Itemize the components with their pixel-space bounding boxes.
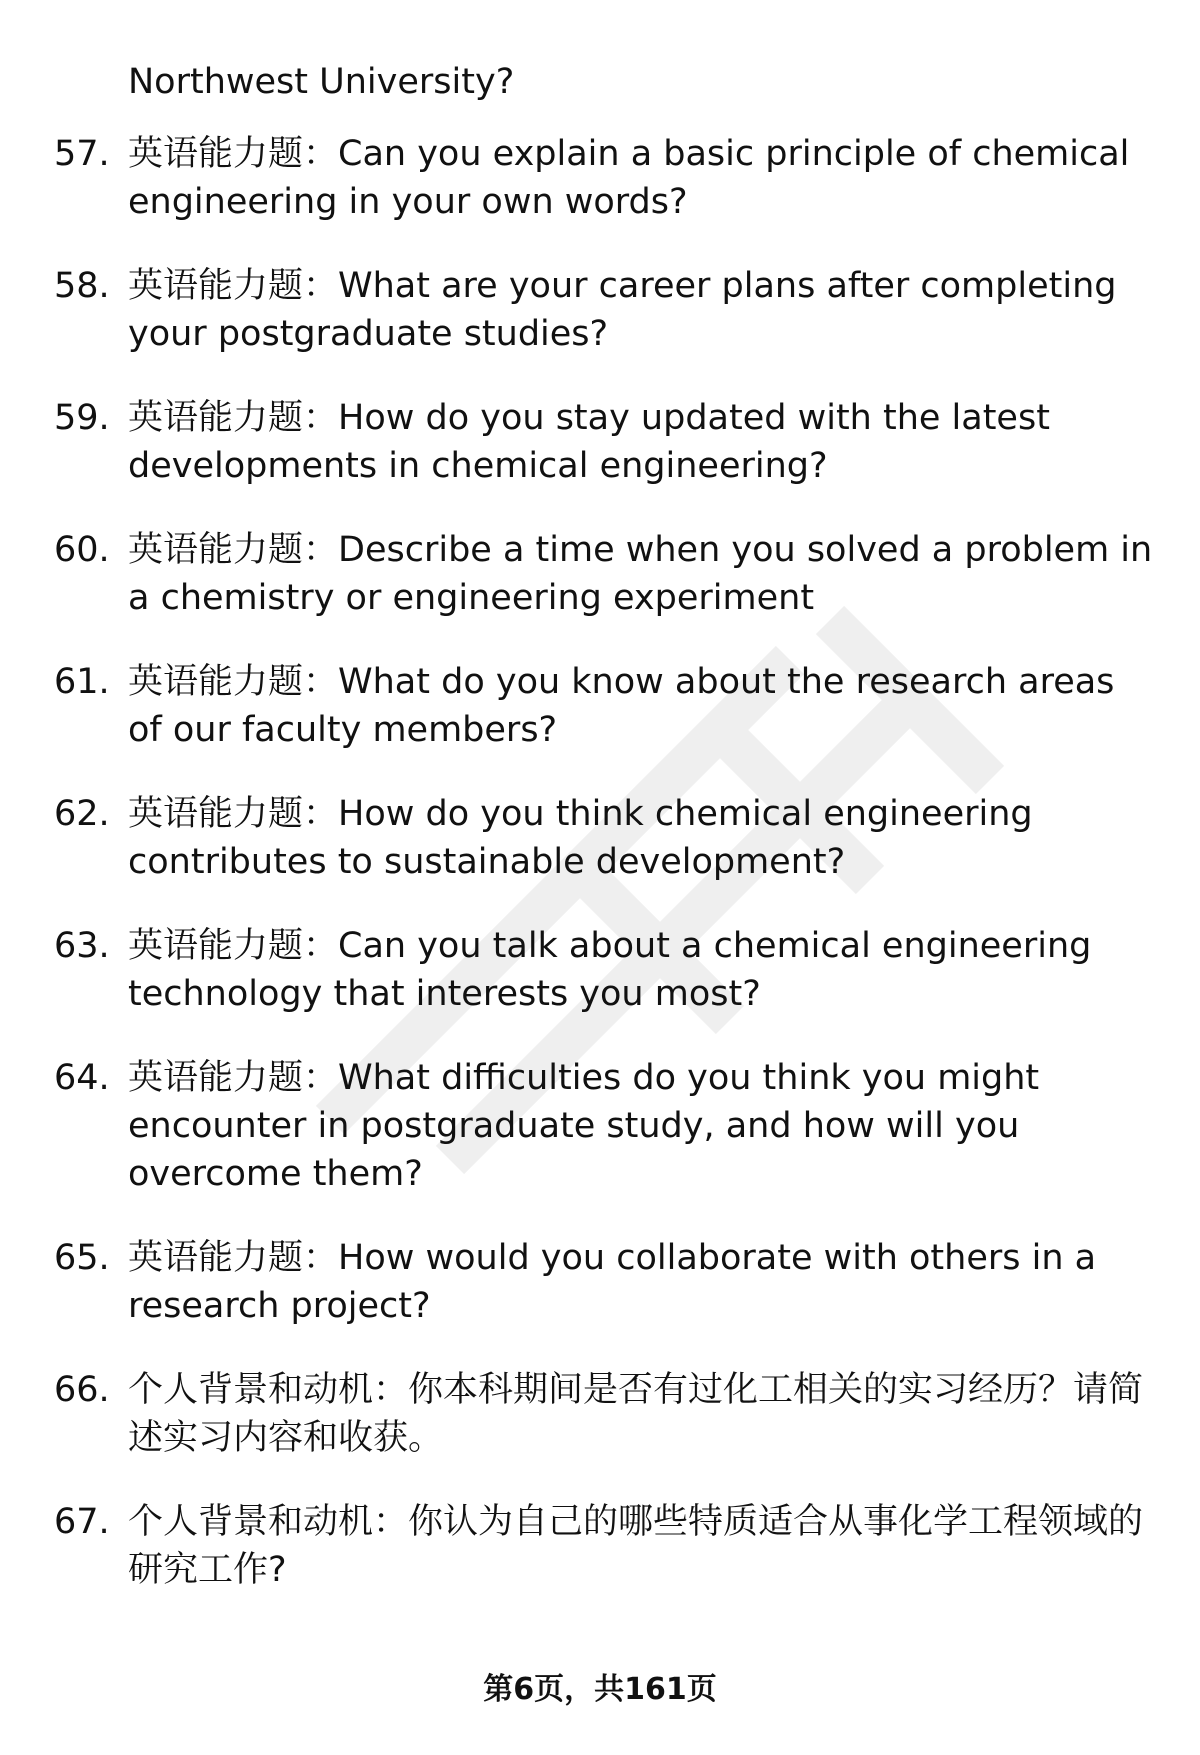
item-text [128,1054,1158,1198]
item-number: 65. [54,1238,110,1278]
item-text [128,130,1158,226]
item-text [128,658,1158,754]
item-text [128,790,1158,886]
item-question: Can you explain a basic principle of chemical engineering in your own words? [128,134,1130,222]
item-text [128,394,1158,490]
item-question: How do you think chemical engineering contributes to sustainable development? [128,794,1033,882]
item-question: What are your career plans after completing your postgraduate studies? [128,266,1117,354]
item-number: 66. [54,1370,110,1410]
item-category: 英语能力题： [128,134,339,174]
item-number: 67. [54,1502,110,1542]
item-question: What difficulties do you think you might encounter in postgraduate study, and how will you overcome them? [128,1058,1040,1194]
item-category: 英语能力题： [128,1058,339,1098]
item-question: Can you talk about a chemical engineering technology that interests you most? [128,926,1092,1014]
item-question: What do you know about the research areas of our faculty members? [128,662,1115,750]
item-text [128,1498,1158,1594]
item-number: 61. [54,662,110,702]
item-category: 个人背景和动机： [128,1502,409,1542]
item-question: Describe a time when you solved a problem in a chemistry or engineering experiment [128,530,1153,618]
item-category: 英语能力题： [128,662,339,702]
item-category: 英语能力题： [128,398,339,438]
item-number: 60. [54,530,110,570]
item-category: 英语能力题： [128,266,339,306]
item-number: 58. [54,266,110,306]
item-number: 59. [54,398,110,438]
item-category: 个人背景和动机： [128,1370,409,1410]
item-text [128,922,1158,1018]
item-number: 64. [54,1058,110,1098]
item-number: 63. [54,926,110,966]
item-category: 英语能力题： [128,794,339,834]
item-question: How do you stay updated with the latest developments in chemical engineering? [128,398,1050,486]
continuation-text: Northwest University? [128,62,515,102]
page-footer: 第6页，共161页 [483,1672,717,1707]
item-text [128,1234,1158,1330]
item-category: 英语能力题： [128,926,339,966]
item-number: 62. [54,794,110,834]
item-question: How would you collaborate with others in a research project? [128,1238,1097,1326]
item-text [128,1366,1158,1462]
item-text [128,262,1158,358]
item-text [128,526,1158,622]
item-category: 英语能力题： [128,530,339,570]
item-question: 你本科期间是否有过化工相关的实习经历？请简述实习内容和收获。 [128,1370,1144,1458]
item-category: 英语能力题： [128,1238,339,1278]
item-number: 57. [54,134,110,174]
item-question: 你认为自己的哪些特质适合从事化学工程领域的研究工作? [128,1502,1144,1590]
